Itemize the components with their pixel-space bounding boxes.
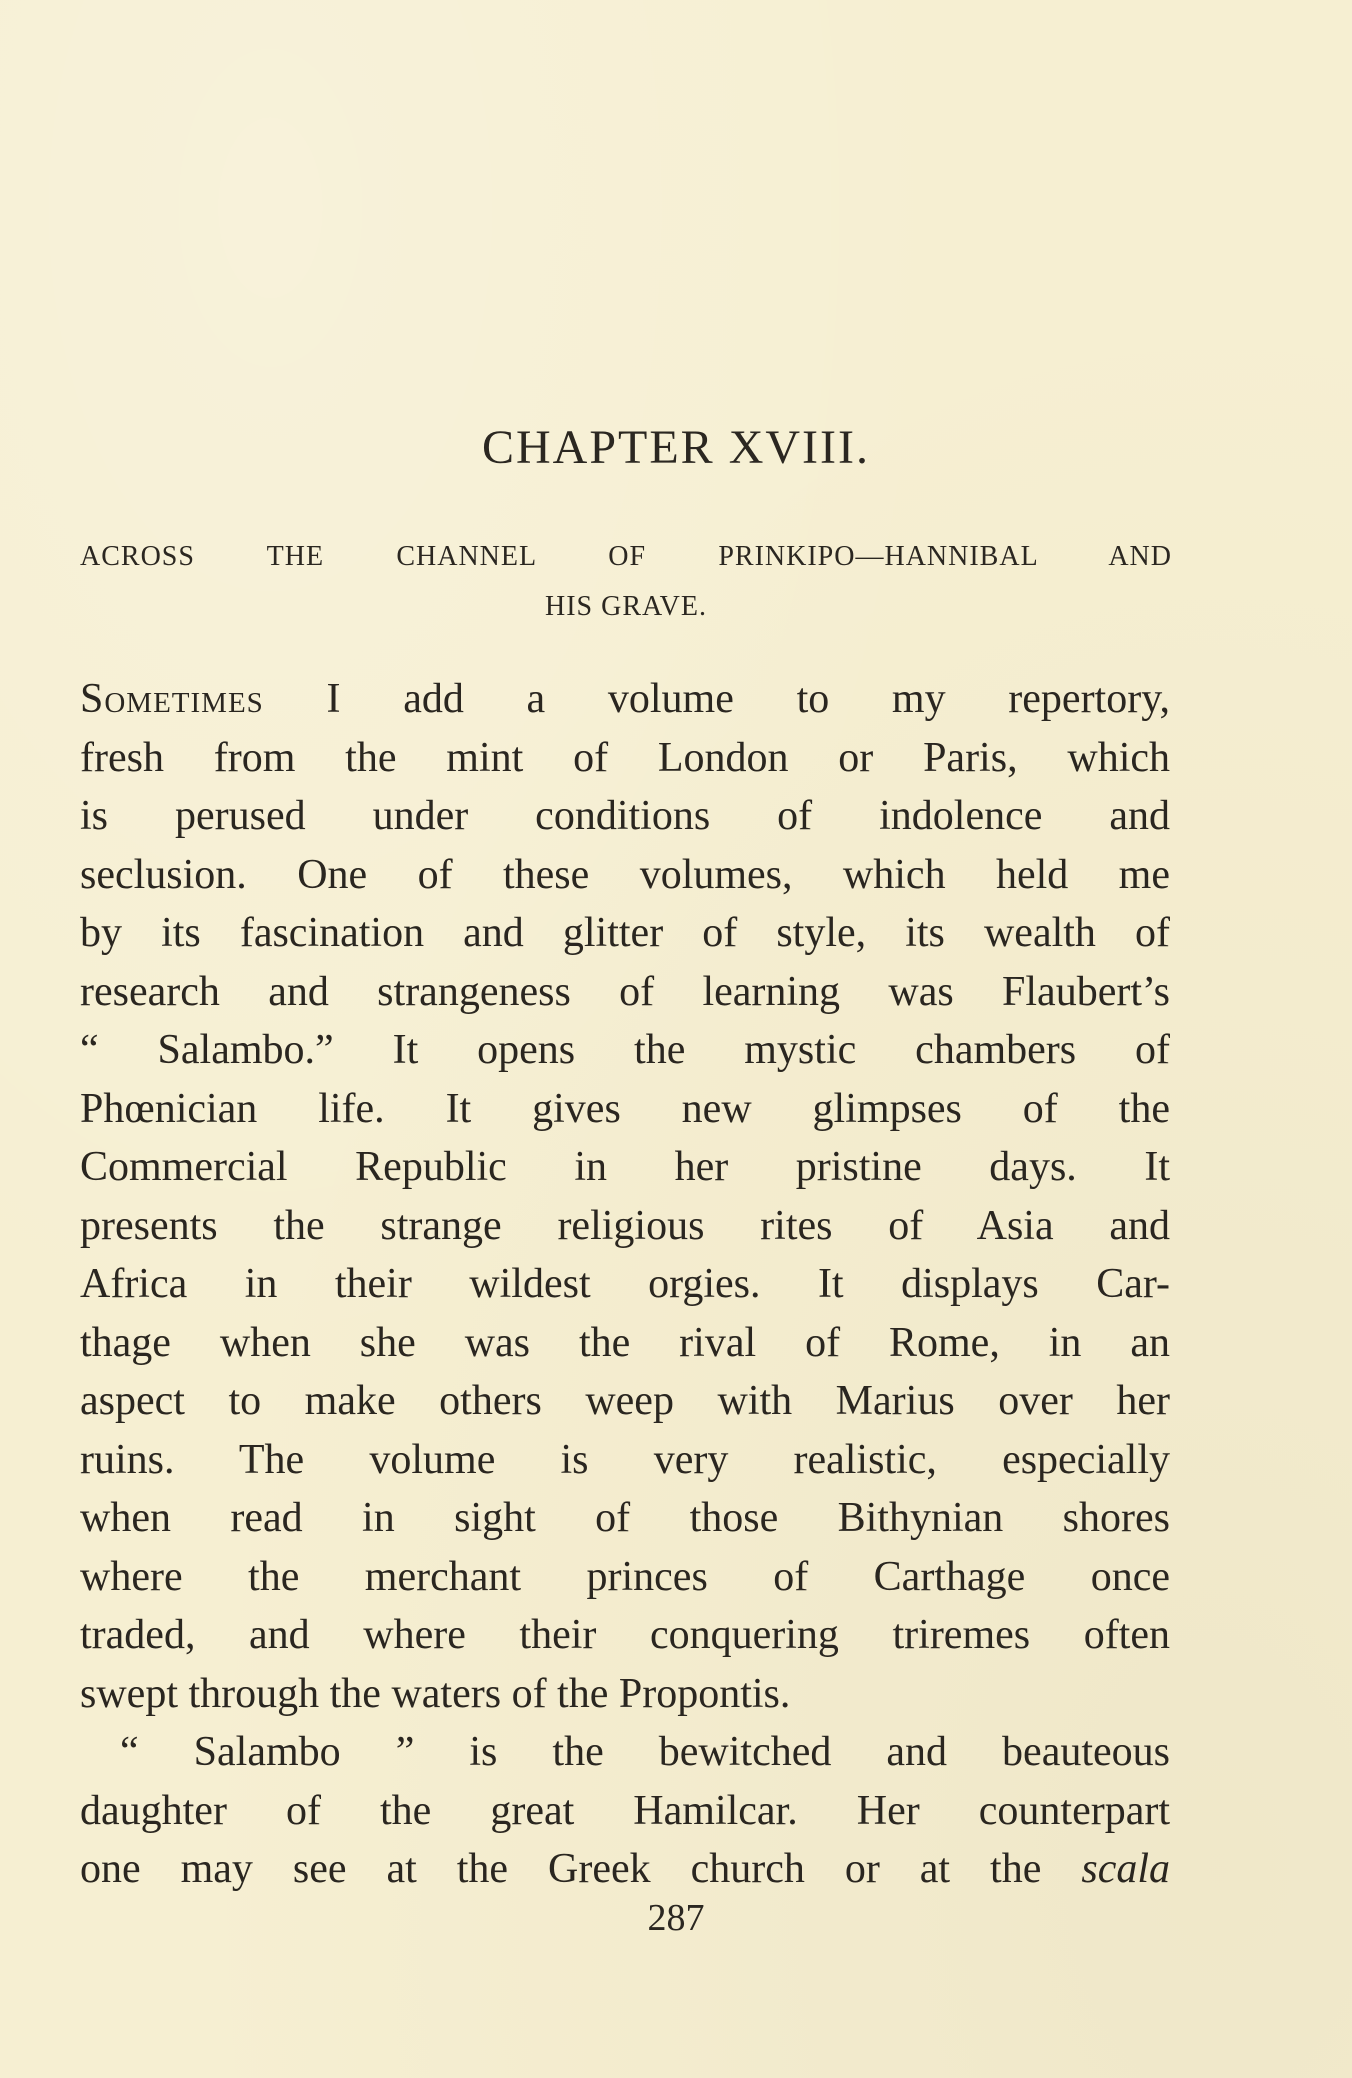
chapter-subtitle-line-2: HIS GRAVE. xyxy=(545,591,707,622)
text-line: fresh from the mint of London or Paris, which xyxy=(80,734,1170,781)
text-line: where the merchant princes of Carthage once xyxy=(80,1553,1170,1600)
text-line: aspect to make others weep with Marius over her xyxy=(80,1378,1170,1424)
drop-word: Sometimes xyxy=(80,676,264,722)
body-text xyxy=(80,670,1170,1899)
text-line: when read in sight of those Bithynian shores xyxy=(80,1495,1170,1541)
text-line: by its fascination and glitter of style, its wealth of xyxy=(80,910,1170,956)
text-line: traded, and where their conquering triremes often xyxy=(80,1612,1170,1658)
text-line-rest: I add a volume to my repertory, xyxy=(263,676,1170,722)
text-line xyxy=(80,1840,1170,1899)
text-line: daughter of the great Hamilcar. Her counterpart xyxy=(80,1787,1170,1834)
text-line: “ Salambo ” is the bewitched and beauteous xyxy=(120,1729,1170,1775)
text-line: presents the strange religious rites of Asia and xyxy=(80,1202,1170,1249)
chapter-subtitle-line-1: ACROSS THE CHANNEL OF PRINKIPO—HANNIBAL AND xyxy=(80,541,1172,572)
text-line: seclusion. One of these volumes, which held me xyxy=(80,851,1170,898)
text-line: swept through the waters of the Propontis. xyxy=(80,1670,791,1717)
chapter-title: CHAPTER XVIII. xyxy=(482,421,870,474)
text-line: Phœnician life. It gives new glimpses of the xyxy=(80,1085,1170,1132)
chapter-subtitle xyxy=(80,532,1172,632)
text-line xyxy=(80,670,1170,729)
text-line-main: one may see at the Greek church or at the xyxy=(80,1846,1082,1892)
text-line: research and strangeness of learning was Flaubert’s xyxy=(80,968,1170,1015)
text-line: is perused under conditions of indolence and xyxy=(80,793,1170,839)
text-line: Africa in their wildest orgies. It displays Car- xyxy=(80,1261,1170,1307)
text-line: Commercial Republic in her pristine days. It xyxy=(80,1144,1170,1190)
text-line: “ Salambo.” It opens the mystic chambers of xyxy=(80,1027,1170,1073)
page-number: 287 xyxy=(647,1897,705,1939)
text-line: ruins. The volume is very realistic, especially xyxy=(80,1436,1170,1483)
italic-word: scala xyxy=(1081,1846,1170,1892)
text-line: thage when she was the rival of Rome, in an xyxy=(80,1319,1170,1366)
